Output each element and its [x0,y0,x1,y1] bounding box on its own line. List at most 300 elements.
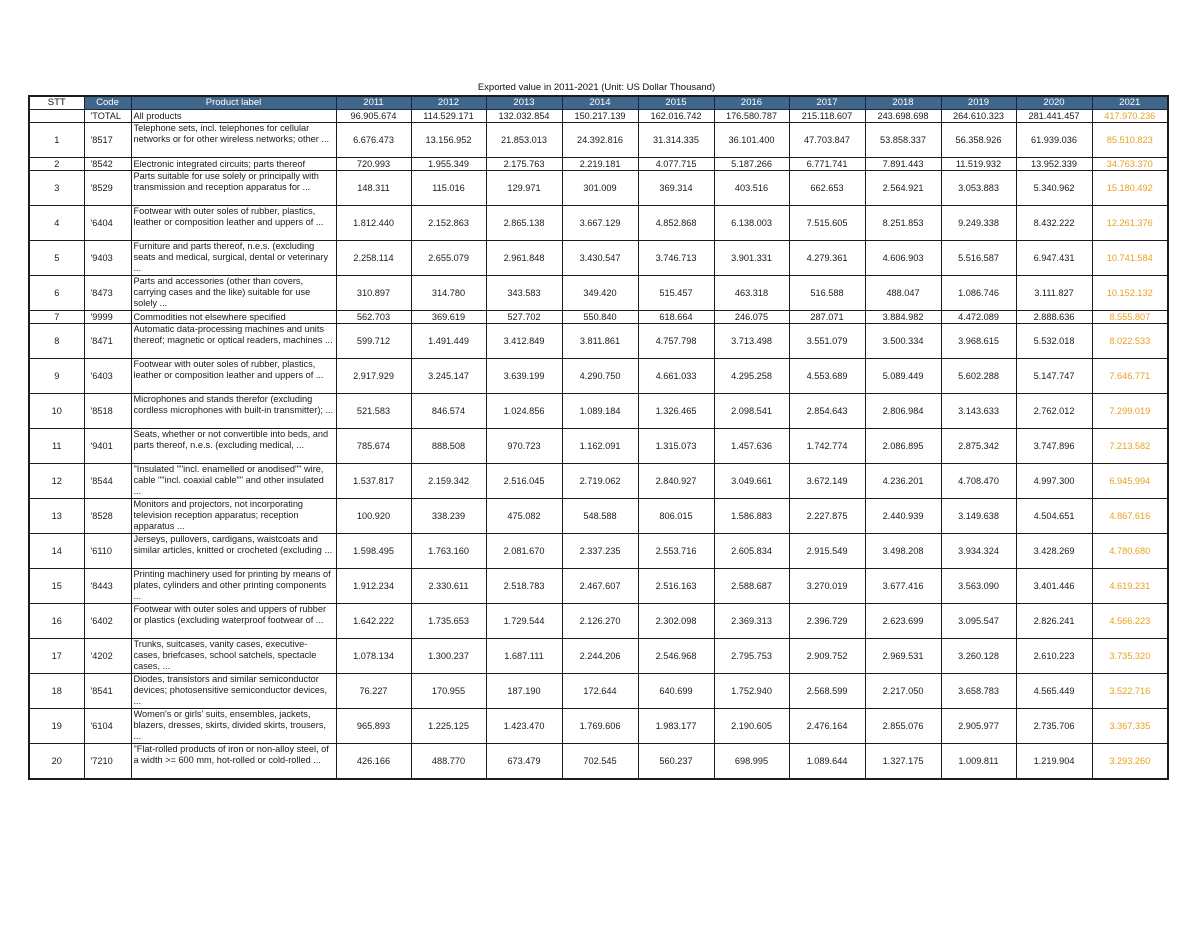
row-value: 2.840.927 [638,464,714,499]
row-value: 3.498.208 [865,534,941,569]
row-value: 76.227 [336,674,411,709]
row-stt: 1 [29,123,84,158]
row-product-label [131,171,336,206]
row-value: 2.467.607 [562,569,638,604]
row-value: 21.853.013 [486,123,562,158]
row-value: 2.915.549 [789,534,865,569]
row-value: 2.086.895 [865,429,941,464]
row-value: 3.428.269 [1016,534,1092,569]
row-value: 187.190 [486,674,562,709]
row-value: 3.747.896 [1016,429,1092,464]
row-value: 5.147.747 [1016,359,1092,394]
row-value: 2.568.599 [789,674,865,709]
row-value: 3.149.638 [941,499,1016,534]
row-stt: 17 [29,639,84,674]
row-value-2021: 3.293.260 [1092,744,1168,780]
row-stt: 11 [29,429,84,464]
row-value: 1.078.134 [336,639,411,674]
row-value: 3.260.128 [941,639,1016,674]
row-value: 129.971 [486,171,562,206]
row-value: 4.236.201 [865,464,941,499]
row-value: 5.532.018 [1016,324,1092,359]
row-value: 4.757.798 [638,324,714,359]
row-value: 1.225.125 [411,709,486,744]
row-value: 2.610.223 [1016,639,1092,674]
row-value: 4.852.868 [638,206,714,241]
row-value: 888.508 [411,429,486,464]
row-value: 281.441.457 [1016,110,1092,123]
table-row [29,359,1168,394]
row-stt: 15 [29,569,84,604]
row-code: '6110 [84,534,131,569]
row-product-label [131,744,336,780]
row-value: 4.472.089 [941,311,1016,324]
row-value-2021: 15.180.492 [1092,171,1168,206]
row-value: 4.606.903 [865,241,941,276]
row-value: 3.245.147 [411,359,486,394]
row-value: 3.811.861 [562,324,638,359]
row-code: '9999 [84,311,131,324]
row-value-2021: 3.522.716 [1092,674,1168,709]
row-value: 2.396.729 [789,604,865,639]
row-value: 314.780 [411,276,486,311]
row-value: 3.746.713 [638,241,714,276]
row-value: 527.702 [486,311,562,324]
row-value: 2.227.875 [789,499,865,534]
row-value: 2.855.076 [865,709,941,744]
row-product-label [131,499,336,534]
row-code: '6402 [84,604,131,639]
row-value: 2.905.977 [941,709,1016,744]
row-value-2021: 8.022.533 [1092,324,1168,359]
row-value-2021: 6.945.994 [1092,464,1168,499]
row-value: 2.605.834 [714,534,789,569]
row-value: 7.515.605 [789,206,865,241]
row-value: 1.089.644 [789,744,865,780]
row-stt: 3 [29,171,84,206]
header-code: Code [84,96,131,110]
row-value: 310.897 [336,276,411,311]
row-stt: 14 [29,534,84,569]
row-value: 148.311 [336,171,411,206]
row-value-2021: 4.566.223 [1092,604,1168,639]
row-product-label [131,639,336,674]
row-code: '8473 [84,276,131,311]
row-value: 6.947.431 [1016,241,1092,276]
header-year: 2019 [941,96,1016,110]
row-value: 3.677.416 [865,569,941,604]
row-value: 1.769.606 [562,709,638,744]
table-row [29,324,1168,359]
row-stt: 13 [29,499,84,534]
row-value: 1.423.470 [486,709,562,744]
row-value: 1.162.091 [562,429,638,464]
row-value: 7.891.443 [865,158,941,171]
row-value: 132.032.854 [486,110,562,123]
header-year: 2016 [714,96,789,110]
row-product-label-text: Seats, whether or not convertible into beds, and parts thereof, n.e.s. (excluding medical, ... [133,429,329,450]
row-value: 403.516 [714,171,789,206]
row-value: 243.698.698 [865,110,941,123]
row-value: 170.955 [411,674,486,709]
row-product-label [131,534,336,569]
row-value: 338.239 [411,499,486,534]
row-value: 1.086.746 [941,276,1016,311]
row-value: 369.314 [638,171,714,206]
row-value: 785.674 [336,429,411,464]
row-product-label-text: Footwear with outer soles of rubber, plastics, leather or composition leather and uppers of ... [133,359,324,380]
row-value: 1.219.904 [1016,744,1092,780]
row-value: 287.071 [789,311,865,324]
row-value: 662.653 [789,171,865,206]
row-value: 2.917.929 [336,359,411,394]
row-value: 115.016 [411,171,486,206]
row-value: 4.565.449 [1016,674,1092,709]
header-year: 2017 [789,96,865,110]
row-value: 215.118.607 [789,110,865,123]
row-value: 1.089.184 [562,394,638,429]
row-value: 3.563.090 [941,569,1016,604]
row-code: '6104 [84,709,131,744]
row-value: 1.642.222 [336,604,411,639]
row-value: 2.330.611 [411,569,486,604]
row-product-label [131,674,336,709]
row-value: 11.519.932 [941,158,1016,171]
row-value: 2.762.012 [1016,394,1092,429]
row-value: 349.420 [562,276,638,311]
row-product-label [131,569,336,604]
row-product-label-text: "Insulated ""incl. enamelled or anodised"" wire, cable ""incl. coaxial cable"" and other insulated ... [133,464,324,496]
row-product-label-text: "Flat-rolled products of iron or non-alloy steel, of a width >= 600 mm, hot-rolled or cold-rolled ... [133,744,329,765]
row-value: 114.529.171 [411,110,486,123]
row-value: 488.047 [865,276,941,311]
row-value: 4.290.750 [562,359,638,394]
row-value: 56.358.926 [941,123,1016,158]
header-row [29,96,1168,110]
row-value: 2.190.605 [714,709,789,744]
row-value: 47.703.847 [789,123,865,158]
row-value: 3.412.849 [486,324,562,359]
row-stt: 4 [29,206,84,241]
row-stt: 20 [29,744,84,780]
row-value: 2.152.863 [411,206,486,241]
row-value: 488.770 [411,744,486,780]
row-value: 5.089.449 [865,359,941,394]
row-value: 1.729.544 [486,604,562,639]
table-row [29,709,1168,744]
row-value: 150.217.139 [562,110,638,123]
row-value: 3.901.331 [714,241,789,276]
row-value: 5.602.288 [941,359,1016,394]
row-value-2021: 8.555.807 [1092,311,1168,324]
row-value: 8.432.222 [1016,206,1092,241]
row-value: 96.905.674 [336,110,411,123]
row-value: 2.735.706 [1016,709,1092,744]
row-value: 8.251.853 [865,206,941,241]
row-value-2021: 12.261.376 [1092,206,1168,241]
row-product-label [131,123,336,158]
row-product-label-text: Women's or girls' suits, ensembles, jackets, blazers, dresses, skirts, divided skirts, trousers, ... [133,709,326,741]
row-value: 3.667.129 [562,206,638,241]
row-value-2021: 4.780.680 [1092,534,1168,569]
row-product-label [131,276,336,311]
row-value: 1.300.237 [411,639,486,674]
row-value: 4.279.361 [789,241,865,276]
row-value: 4.553.689 [789,359,865,394]
row-value-2021: 34.763.370 [1092,158,1168,171]
row-value: 2.564.921 [865,171,941,206]
row-product-label-text: Monitors and projectors, not incorporating television reception apparatus; reception apparatus ... [133,499,304,531]
row-value: 2.826.241 [1016,604,1092,639]
row-value: 1.752.940 [714,674,789,709]
row-value: 4.708.470 [941,464,1016,499]
row-value: 1.315.073 [638,429,714,464]
row-value: 100.920 [336,499,411,534]
row-value: 13.952.339 [1016,158,1092,171]
row-value: 1.687.111 [486,639,562,674]
row-value: 6.676.473 [336,123,411,158]
row-value: 560.237 [638,744,714,780]
row-product-label-text: Parts suitable for use solely or principally with transmission and reception apparatus for ... [133,171,319,192]
row-value: 61.939.036 [1016,123,1092,158]
table-row [29,569,1168,604]
row-value: 702.545 [562,744,638,780]
row-value: 6.771.741 [789,158,865,171]
row-value: 369.619 [411,311,486,324]
row-value: 176.580.787 [714,110,789,123]
row-value: 1.586.883 [714,499,789,534]
row-value-2021: 7.213.582 [1092,429,1168,464]
row-value-2021: 7.299.019 [1092,394,1168,429]
row-code: '8529 [84,171,131,206]
header-product-label: Product label [131,96,336,110]
row-value: 1.024.856 [486,394,562,429]
row-value: 2.440.939 [865,499,941,534]
row-value: 4.295.258 [714,359,789,394]
row-value: 806.015 [638,499,714,534]
row-value: 172.644 [562,674,638,709]
row-code: '9401 [84,429,131,464]
row-value-2021: 7.646.771 [1092,359,1168,394]
row-value: 1.735.653 [411,604,486,639]
row-value: 2.854.643 [789,394,865,429]
row-value: 5.340.962 [1016,171,1092,206]
row-value: 2.516.163 [638,569,714,604]
row-value: 2.516.045 [486,464,562,499]
row-value: 673.479 [486,744,562,780]
row-value-2021: 10.741.584 [1092,241,1168,276]
row-value: 515.457 [638,276,714,311]
row-code: '8518 [84,394,131,429]
row-product-label-text: Automatic data-processing machines and units thereof; magnetic or optical readers, machines ... [133,324,333,345]
row-value: 13.156.952 [411,123,486,158]
row-value: 246.075 [714,311,789,324]
row-code: '8471 [84,324,131,359]
row-value: 2.588.687 [714,569,789,604]
row-value: 516.588 [789,276,865,311]
row-code: '8528 [84,499,131,534]
table-row [29,171,1168,206]
row-value: 1.955.349 [411,158,486,171]
header-year: 2015 [638,96,714,110]
table-row [29,394,1168,429]
row-value: 1.537.817 [336,464,411,499]
row-value: 1.457.636 [714,429,789,464]
row-value: 475.082 [486,499,562,534]
row-product-label-text: Telephone sets, incl. telephones for cellular networks or for other wireless networks; other ... [133,123,330,144]
row-value: 2.337.235 [562,534,638,569]
row-product-label [131,206,336,241]
row-value: 550.840 [562,311,638,324]
row-product-label [131,429,336,464]
row-value: 5.187.266 [714,158,789,171]
row-stt: 12 [29,464,84,499]
row-value: 463.318 [714,276,789,311]
row-value: 1.327.175 [865,744,941,780]
row-code: '8443 [84,569,131,604]
row-value: 698.995 [714,744,789,780]
row-value-2021: 3.367.335 [1092,709,1168,744]
row-stt: 2 [29,158,84,171]
row-value: 2.655.079 [411,241,486,276]
header-year: 2014 [562,96,638,110]
row-value: 2.244.206 [562,639,638,674]
row-value: 970.723 [486,429,562,464]
total-row [29,110,1168,123]
row-value: 3.111.827 [1016,276,1092,311]
row-value: 2.909.752 [789,639,865,674]
table-row [29,604,1168,639]
row-value: 1.598.495 [336,534,411,569]
table-row [29,276,1168,311]
row-stt: 7 [29,311,84,324]
row-value-2021: 85.510.823 [1092,123,1168,158]
export-table [28,95,1169,780]
header-year: 2011 [336,96,411,110]
header-year: 2021 [1092,96,1168,110]
table-row [29,534,1168,569]
row-product-label [131,394,336,429]
row-product-label: Commodities not elsewhere specified [131,311,336,324]
row-value: 2.126.270 [562,604,638,639]
row-value: 2.961.848 [486,241,562,276]
row-stt: 10 [29,394,84,429]
row-value: 1.491.449 [411,324,486,359]
header-year: 2018 [865,96,941,110]
row-product-label-text: Diodes, transistors and similar semiconductor devices; photosensitive semiconductor devices, ... [133,674,328,706]
table-row [29,674,1168,709]
row-product-label [131,241,336,276]
row-value: 6.138.003 [714,206,789,241]
row-value: 2.098.541 [714,394,789,429]
table-title: Exported value in 2011-2021 (Unit: US Dollar Thousand) [477,82,716,93]
row-value: 36.101.400 [714,123,789,158]
row-value: 1.326.465 [638,394,714,429]
row-value: 2.081.670 [486,534,562,569]
row-value: 1.983.177 [638,709,714,744]
row-stt: 9 [29,359,84,394]
row-value: 640.699 [638,674,714,709]
row-code: '8541 [84,674,131,709]
row-product-label [131,324,336,359]
row-value: 3.500.334 [865,324,941,359]
row-value: 965.893 [336,709,411,744]
row-value: 2.888.636 [1016,311,1092,324]
row-value: 2.806.984 [865,394,941,429]
row-product-label [131,709,336,744]
row-value: 2.865.138 [486,206,562,241]
table-row [29,206,1168,241]
row-value: 264.610.323 [941,110,1016,123]
row-value: 24.392.816 [562,123,638,158]
row-value: 31.314.335 [638,123,714,158]
row-value: 2.159.342 [411,464,486,499]
row-value: 3.884.982 [865,311,941,324]
row-code: '7210 [84,744,131,780]
row-value: 2.969.531 [865,639,941,674]
row-product-label-text: Furniture and parts thereof, n.e.s. (excluding seats and medical, surgical, dental or veterinary ... [133,241,329,273]
table-row [29,429,1168,464]
row-value: 2.217.050 [865,674,941,709]
row-value: 2.175.763 [486,158,562,171]
header-year: 2012 [411,96,486,110]
row-product-label-text: Jerseys, pullovers, cardigans, waistcoats and similar articles, knitted or crocheted (excluding ... [133,534,333,555]
row-value: 5.516.587 [941,241,1016,276]
row-value: 2.546.968 [638,639,714,674]
row-value: 9.249.338 [941,206,1016,241]
row-value: 2.219.181 [562,158,638,171]
row-stt: 8 [29,324,84,359]
row-value: 1.763.160 [411,534,486,569]
row-value-2021: 417.970.236 [1092,110,1168,123]
table-row [29,499,1168,534]
table-row [29,464,1168,499]
row-value-2021: 10.152.132 [1092,276,1168,311]
row-value: 2.302.098 [638,604,714,639]
row-value: 162.016.742 [638,110,714,123]
table-row [29,241,1168,276]
row-value: 3.672.149 [789,464,865,499]
row-value: 2.476.164 [789,709,865,744]
row-value: 3.551.079 [789,324,865,359]
row-value: 1.009.811 [941,744,1016,780]
row-code: '6403 [84,359,131,394]
row-value: 562.703 [336,311,411,324]
row-product-label: All products [131,110,336,123]
row-value: 3.658.783 [941,674,1016,709]
row-value: 3.713.498 [714,324,789,359]
row-value: 3.143.633 [941,394,1016,429]
table-row [29,311,1168,324]
row-stt: 16 [29,604,84,639]
row-product-label [131,464,336,499]
row-value: 548.588 [562,499,638,534]
row-value: 3.430.547 [562,241,638,276]
header-stt: STT [29,96,84,110]
row-value: 2.719.062 [562,464,638,499]
row-value: 426.166 [336,744,411,780]
row-stt: 6 [29,276,84,311]
row-value: 3.049.661 [714,464,789,499]
row-value: 2.795.753 [714,639,789,674]
row-value: 343.583 [486,276,562,311]
row-value: 4.997.300 [1016,464,1092,499]
row-value: 521.583 [336,394,411,429]
row-code: '9403 [84,241,131,276]
row-value: 301.009 [562,171,638,206]
row-value-2021: 4.619.231 [1092,569,1168,604]
table-row [29,158,1168,171]
